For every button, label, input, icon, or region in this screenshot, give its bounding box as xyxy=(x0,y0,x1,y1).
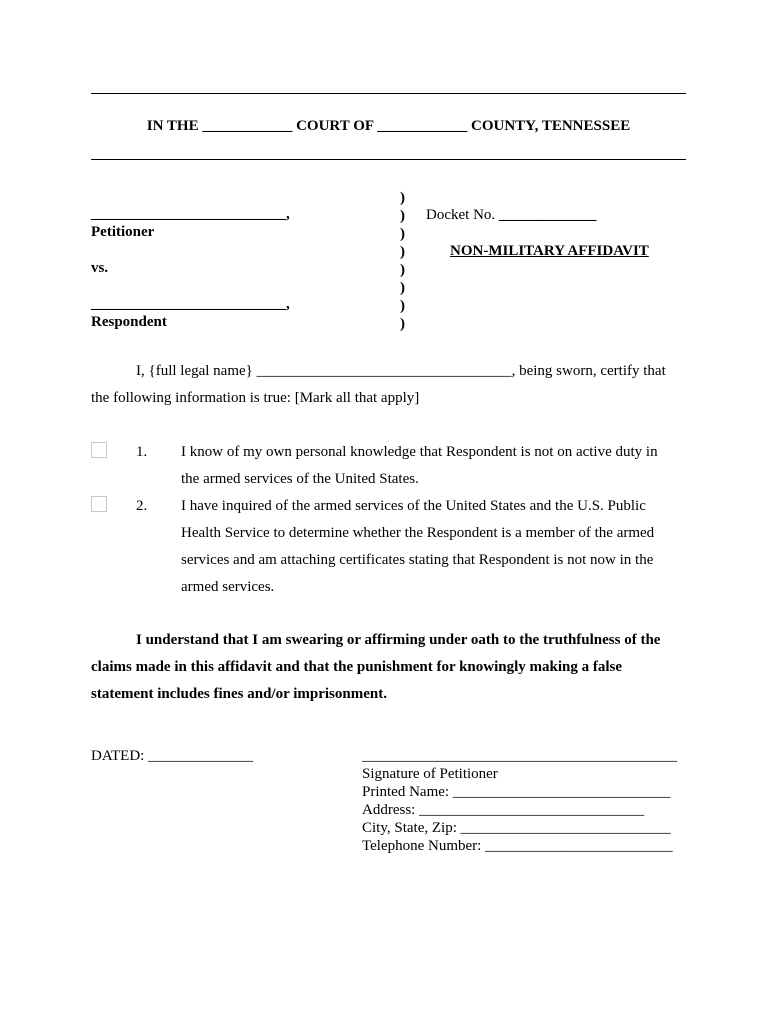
telephone-field[interactable]: Telephone Number: _________________________ xyxy=(362,838,673,854)
court-caption: IN THE ____________ COURT OF ____________ COUNTY, TENNESSEE xyxy=(146,118,631,134)
caption-paren: ) xyxy=(400,226,405,242)
document-title: NON-MILITARY AFFIDAVIT xyxy=(450,243,649,259)
dated-field[interactable]: DATED: ______________ xyxy=(91,748,254,764)
docket-blank[interactable]: _____________ xyxy=(498,207,597,223)
item-2-line-4: armed services. xyxy=(181,579,275,595)
item-1-line-1: I know of my own personal knowledge that Respondent is not on active duty in xyxy=(181,444,658,460)
item-2-number: 2. xyxy=(136,498,148,514)
caption-paren: ) xyxy=(400,316,405,332)
item-1-line-2: the armed services of the United States. xyxy=(181,471,419,487)
caption-paren: ) xyxy=(400,280,405,296)
item-2-line-3: services and am attaching certificates stating that Respondent is not now in the xyxy=(181,552,654,568)
item-2-checkbox[interactable] xyxy=(91,496,107,512)
printed-name-field[interactable]: Printed Name: _____________________________ xyxy=(362,784,671,800)
respondent-blank[interactable]: __________________________, xyxy=(91,296,290,312)
petitioner-blank[interactable]: __________________________, xyxy=(91,206,290,222)
vs-label: vs. xyxy=(91,260,109,276)
caption-rule xyxy=(91,159,686,160)
oath-line-1: I understand that I am swearing or affirming under oath to the truthfulness of the xyxy=(136,632,661,648)
address-field[interactable]: Address: ______________________________ xyxy=(362,802,645,818)
docket-number xyxy=(426,206,596,224)
caption-paren: ) xyxy=(400,208,405,224)
top-rule xyxy=(91,93,686,94)
item-1-checkbox[interactable] xyxy=(91,442,107,458)
signature-line[interactable]: __________________________________________ xyxy=(362,748,677,764)
petitioner-label: Petitioner xyxy=(91,224,155,240)
city-state-zip-field[interactable]: City, State, Zip: ____________________________ xyxy=(362,820,671,836)
caption-paren: ) xyxy=(400,244,405,260)
intro-line-2: the following information is true: [Mark all that apply] xyxy=(91,390,420,406)
caption-paren: ) xyxy=(400,190,405,206)
item-2-line-1: I have inquired of the armed services of the United States and the U.S. Public xyxy=(181,498,646,514)
docket-label: Docket No. xyxy=(426,207,496,223)
signature-label: Signature of Petitioner xyxy=(362,766,498,782)
oath-line-3: statement includes fines and/or imprisonment. xyxy=(91,686,387,702)
caption-paren: ) xyxy=(400,298,405,314)
oath-line-2: claims made in this affidavit and that the punishment for knowingly making a false xyxy=(91,659,623,675)
intro-line-1: I, {full legal name} __________________________________, being sworn, certify that xyxy=(136,363,666,379)
item-2-line-2: Health Service to determine whether the Respondent is a member of the armed xyxy=(181,525,655,541)
caption-paren: ) xyxy=(400,262,405,278)
respondent-label: Respondent xyxy=(91,314,167,330)
item-1-number: 1. xyxy=(136,444,148,460)
